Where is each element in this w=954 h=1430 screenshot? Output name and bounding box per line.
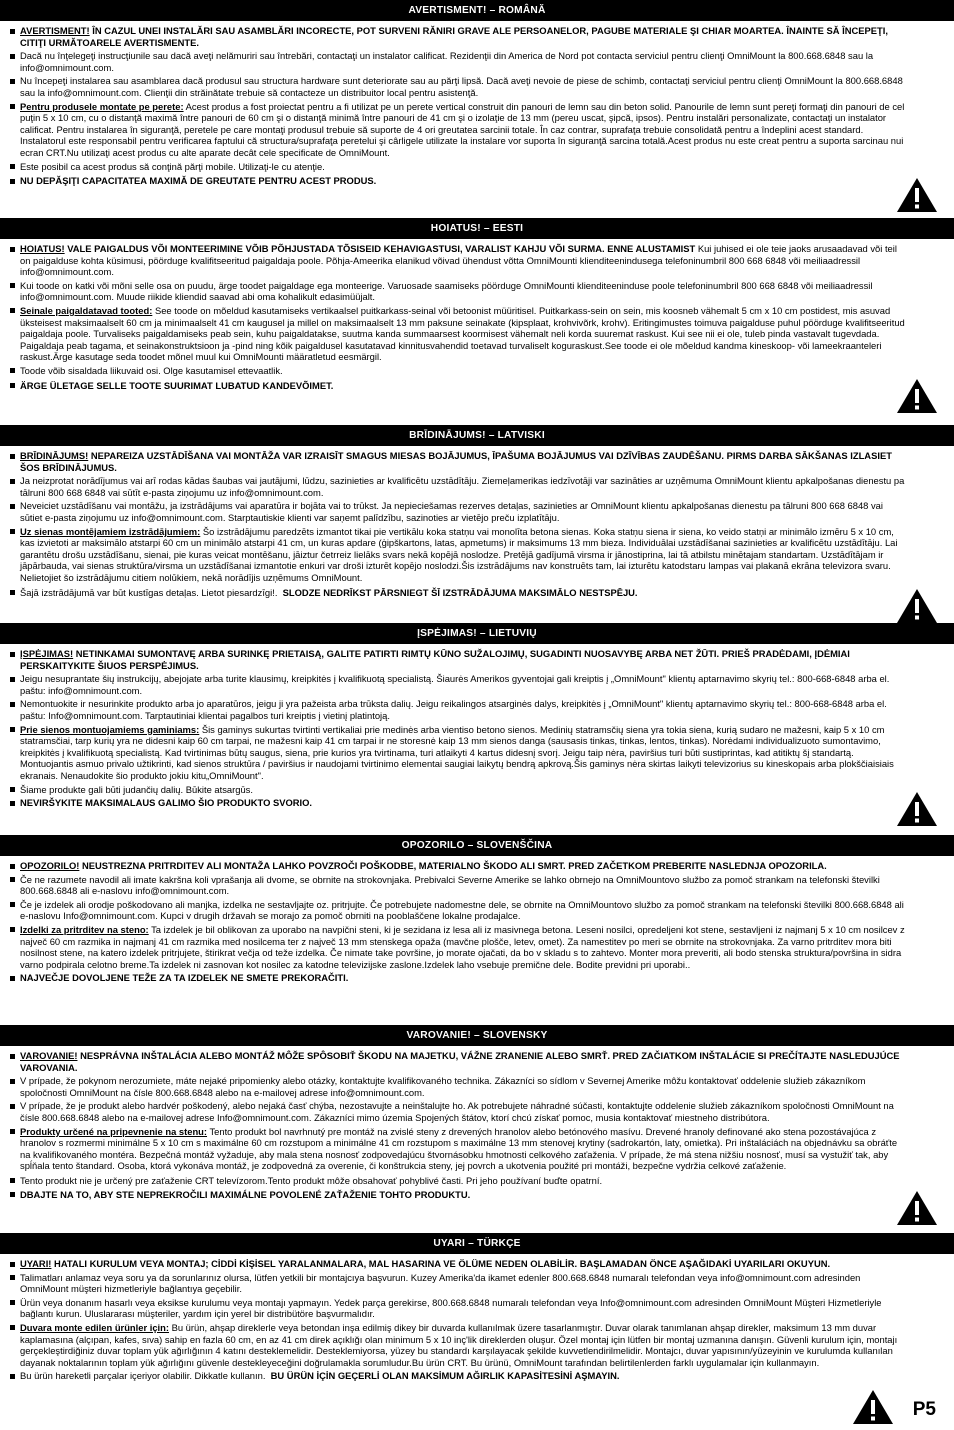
- list-item: Bu ürün hareketli parçalar içeriyor olabilir. Dikkatle kullanın. BU ÜRÜN İÇİN GEÇERLİ OLAN MAKSİMUM AĞIRLIK KAPASİTESİNİ AŞMAYIN.: [10, 1370, 906, 1382]
- list-item: Toode võib sisaldada liikuvaid osi. Olge kasutamisel ettevaatlik.: [10, 365, 906, 377]
- section-romanian: [0, 0, 954, 189]
- section-turkish: [0, 1233, 954, 1384]
- section-header: OPOZORILO – SLOVENŠČINA: [0, 835, 954, 856]
- list-item: Prie sienos montuojamiems gaminiams: Šis gaminys sukurtas tvirtinti vertikaliai prie medinės arba vientiso betono sienos. Medinių statramsčių siena yra tokia siena, kurią sudaro ne mažesni, kaip 5 x 10 cm statramsčiai, tarp kurių yra ne didesni kaip 60 cm tarpai, ne mažesni kaip 41 cm tarpai ir ne storesnė kaip 13 mm sienos danga (sausasis tinkas, tinkas, lentos, tinkas). Norėdami individualizuoto sumontavimo, kreipkitės į kvalifikuotą specialistą. Kad tvirtinimas būtų saugus, siena, prie kurios yra tvirtinama, turi atlaikyti 4 kartus didesnį svorį. Jeigu taip nėra, paviršius turi būti sustiprintas, kad atitiktų šį standartą. Montuojantis asmuo privalo užtikrinti, kad sienos struktūra / paviršius ir naudojami tvirtinimo elementai saugiai laikytų bendrą apkrovą.Šis gaminys nėra skirtas laikyti televizorius su kineskopais arba plokščiaisiais ekranais. Nenaudokite šio produkto jokiu kitu„OmniMount".: [10, 724, 906, 782]
- list-item: Dacă nu înţelegeţi instrucţiunile sau dacă aveţi nelămuriri sau întrebări, contactaţi un instalator calificat. Rezidenţii din America de Nord pot contacta serviciul pentru clienţi OmniMount la 800.668.6848 sau la info@omnimount.com.: [10, 50, 906, 73]
- list-item: Jeigu nesuprantate šių instrukcijų, abejojate arba turite klausimų, kreipkitės į kvalifikuotą specialistą. Šiaurės Amerikos gyventojai gali kreiptis į „OmniMount" klientų aptarnavimo skyrių tel.: 800-668-6848 arba el. paštu: info@omnimount.com.: [10, 673, 906, 696]
- section-slovak: [0, 1025, 954, 1202]
- list-item: AVERTISMENT! ÎN CAZUL UNEI INSTALĂRI SAU ASAMBLĂRI INCORECTE, POT SURVENI RĂNIRI GRAVE ALE PERSOANELOR, PAGUBE MATERIALE ŞI CHIAR MOARTEA. ÎNAINTE SĂ ÎNCEPEŢI, CITIŢI URMĂTOARELE AVERTISMENTE.: [10, 25, 906, 48]
- list-item: Nu începeţi instalarea sau asamblarea dacă produsul sau structura hardware sunt deteriorate sau au părţi lipsă. Dacă aveţi nevoie de piese de schimb, contactaţi serviciul pentru clienţi OmniMount la 800.668.6848 sau la info@omnimount.com. Clienţii din străinătate trebuie să contacteze un distribuitor local pentru asistenţă.: [10, 75, 906, 98]
- warning-triangle-icon: [896, 1190, 938, 1226]
- list-item: OPOZORILO! NEUSTREZNA PRITRDITEV ALI MONTAŽA LAHKO POVZROČI POŠKODBE, MATERIALNO ŠKODO ALI SMRT. PRED ZAČETKOM PREBERITE NASLEDNJA OPOZORILA.: [10, 860, 906, 872]
- list-item: DBAJTE NA TO, ABY STE NEPREKROČILI MAXIMÁLNE POVOLENÉ ZAŤAŽENIE TOHTO PRODUKTU.: [10, 1189, 906, 1201]
- section-header: VAROVANIE! – SLOVENSKY: [0, 1025, 954, 1046]
- list-item: Este posibil ca acest produs să conţină părţi mobile. Utilizaţi-le cu atenţie.: [10, 161, 906, 173]
- section-header: UYARI – TÜRKÇE: [0, 1233, 954, 1254]
- section-latvian: [0, 425, 954, 600]
- section-header: AVERTISMENT! – ROMÂNĂ: [0, 0, 954, 21]
- list-item: NU DEPĂŞIŢI CAPACITATEA MAXIMĂ DE GREUTATE PENTRU ACEST PRODUS.: [10, 175, 906, 187]
- warning-triangle-icon: [896, 177, 938, 213]
- list-item: Nemontuokite ir nesurinkite produkto arba jo aparatūros, jeigu ji yra pažeista arba trūksta dalių. Jeigu reikalingos atsarginės dalys, kreipkitės į „OmniMount" klientų aptarnavimo skyrių tel.: 800-668-6848 arba el. paštu: Info@omnimount.com. Tarptautiniai klientai pagalbos turi kreiptis į vietinį platintoją.: [10, 698, 906, 721]
- list-item: Šiame produkte gali būti judančių dalių. Būkite atsargūs.: [10, 784, 906, 796]
- list-item: NAJVEČJE DOVOLJENE TEŽE ZA TA IZDELEK NE SMETE PREKORAČITI.: [10, 972, 906, 984]
- list-item: Ja neizprotat norādījumus vai arī rodas kādas šaubas vai jautājumi, lūdzu, sazinieties ar kvalificētu uzstādītāju. Ziemeļamerikas iedzīvotāji var sazināties ar uzņēmuma OmniMount klientu apkalpošanas dienestu pa tālruni 800 668 6848 vai sūtīt e-pasta ziņojumu uz info@omnimount.com.: [10, 475, 906, 498]
- section-header: ĮSPĖJIMAS! – LIETUVIŲ: [0, 623, 954, 644]
- list-item: Neveiciet uzstādīšanu vai montāžu, ja izstrādājums vai aparatūra ir bojāta vai to trūkst. Ja nepieciešamas rezerves detaļas, sazinieties ar OmniMount klientu apkalpošanas dienestu pa tālruni 800 668 6848 vai sūtiet e-pasta ziņojumu uz info@omnimount.com. Starptautiskie klienti var saņemt palīdzību, sazinoties ar vietējo preču izplatītāju.: [10, 500, 906, 523]
- list-item: BRĪDINĀJUMS! NEPAREIZA UZSTĀDĪŠANA VAI MONTĀŽA VAR IZRAISĪT SMAGUS MIESAS BOJĀJUMUS, ĪPAŠUMA BOJĀJUMUS VAI DZĪVĪBAS ZAUDĒŠANU. PIRMS DARBA SĀKŠANAS IZLASIET ŠOS BRĪDINĀJUMUS.: [10, 450, 906, 473]
- list-item: UYARI! HATALI KURULUM VEYA MONTAJ; CİDDİ KİŞİSEL YARALANMALARA, MAL HASARINA VE ÖLÜME NEDEN OLABİLİR. BAŞLAMADAN ÖNCE AŞAĞIDAKİ UYARILARI OKUYUN.: [10, 1258, 906, 1270]
- section-estonian: [0, 218, 954, 393]
- list-item: Če je izdelek ali orodje poškodovano ali manjka, izdelka ne sestavljajte oz. pritrjujte. Če potrebujete nadomestne dele, se obrnite na OmniMountovo službo za pomoč strankam na telefonski številki 800.668.6848 ali e-naslovu Info@omnimount.com. Kupci v drugih državah se morajo za pomoč obrniti na pooblaščene lokalne prodajalce.: [10, 899, 906, 922]
- page-number: P5: [912, 1399, 936, 1420]
- section-header: BRĪDINĀJUMS! – LATVISKI: [0, 425, 954, 446]
- list-item: Talimatları anlamaz veya soru ya da sorunlarınız olursa, lütfen yetkili bir montajcıya başvurun. Kuzey Amerika'da ikamet edenler 800.668.6848 numaralı telefondan veya info@omnimount.com adresinden OmniMount müşteri hizmetleriyle bağlantıya geçebilir.: [10, 1272, 906, 1295]
- list-item: V prípade, že pokynom nerozumiete, máte nejaké pripomienky alebo otázky, kontaktujte kvalifikovaného technika. Zákazníci so sídlom v Severnej Amerike môžu kontaktovať oddelenie služieb zákazníkom spoločnosti OmniMount na čísle 800.668.6848 alebo na e-mailovej adrese info@omnimount.com.: [10, 1075, 906, 1098]
- list-item: Kui toode on katki või mõni selle osa on puudu, ärge toodet paigaldage ega monteerige. Varuosade saamiseks pöörduge OmniMounti klienditeeninduse poole telefoninumbril 800 668 6848 või meiliaadressil info@omnimount.com. Muude riikide kliendid saavad abi oma kohalikult edasimüüjalt.: [10, 280, 906, 303]
- warning-triangle-icon: [896, 378, 938, 414]
- list-item: ĮSPĖJIMAS! NETINKAMAI SUMONTAVĘ ARBA SURINKĘ PRIETAISĄ, GALITE PATIRTI RIMTŲ KŪNO SUŽALOJIMŲ, SUGADINTI NUOSAVYBĘ ARBA NET ŽŪTI. PRIEŠ PRADĖDAMI, ĮDĖMIAI PERSKAITYKITE ŠIUOS PERSPĖJIMUS.: [10, 648, 906, 671]
- list-item: ÄRGE ÜLETAGE SELLE TOOTE SUURIMAT LUBATUD KANDEVÕIMET.: [10, 380, 906, 392]
- list-item: Ürün veya donanım hasarlı veya eksikse kurulumu veya montajı yapmayın. Yedek parça gerekirse, 800.668.6848 numaralı telefondan veya Info@omnimount.com adresinden OmniMount Müşteri Hizmetleriyle bağlantı kurun. Uluslararası müşteriler, yardım için yerel bir distribütöre başvurmalıdır.: [10, 1297, 906, 1320]
- section-lithuanian: [0, 623, 954, 811]
- list-item: Duvara monte edilen ürünler için: Bu ürün, ahşap direklerle veya betondan inşa edilmiş dikey bir duvarda kullanılmak üzere tasarlanmıştır. Duvar olarak tanımlanan ahşap direkler, maksimum 13 mm duvar kaplamasına (alçıpan, kafes, sıva) sahip en fazla 60 cm, en az 41 cm direk açıklığı olan minimum 5 x 10 inç'lik direklerden oluşur. Özel montaj için lütfen bir montaj uzmanına danışın. Güvenli kurulum için, montajı gerçekleştirdiğiniz duvar toplam yük ağırlığının 4 katını desteklemelidir. Desteklemiyorsa, yüzey bu standardı karşılayacak şekilde kuvvetlendirilmelidir. Montajcı, duvar yapısının/yüzeyinin ve kurulumda kullanılan dayanak noktalarının toplam yük ağırlığını güvenle destekleyeceğini doğrulamakla sorumludur.Bu ürün CRT. Bu ürünü, OmniMount tarafından belirtilenlerden farklı uygulamalar için kullanmayın.: [10, 1322, 906, 1368]
- list-item: VAROVANIE! NESPRÁVNA INŠTALÁCIA ALEBO MONTÁŽ MÔŽE SPÔSOBIŤ ŠKODU NA MAJETKU, VÁŽNE ZRANENIE ALEBO SMRŤ. PRED ZAČIATKOM INŠTALÁCIE SI PREČÍTAJTE NASLEDUJÚCE VAROVANIA.: [10, 1050, 906, 1073]
- list-item: HOIATUS! VALE PAIGALDUS VÕI MONTEERIMINE VÕIB PÕHJUSTADA TÕSISEID KEHAVIGASTUSI, VARALIST KAHJU VÕI SURMA. ENNE ALUSTAMIST Kui juhised ei ole teie jaoks arusaadavad või teil on paigalduse kohta küsimusi, pöörduge kvalifitseeritud paigaldaja poole. Põhja-Ameerika elanikud võivad ühendust võtta OmniMounti klienditeenindusega telefoninumbril 800 668 6848 või meiliaadressil info@omnimount.com.: [10, 243, 906, 278]
- list-item: Tento produkt nie je určený pre zaťaženie CRT televízorom.Tento produkt môže obsahovať pohyblivé časti. Pri jeho používaní buďte opatrní.: [10, 1175, 906, 1187]
- list-item: Seinale paigaldatavad tooted: See toode on mõeldud kasutamiseks vertikaalsel puitkarkass-seinal või betoonist müüritisel. Puitkarkass-sein on sein, mis koosneb vähemalt 5 cm x 10 cm postidest, mis asuvad üksteisest maksimaalselt 60 cm ja minimaalselt 41 cm kaugusel ja millel on maksimaalselt 13 mm paksune seinakate (kipsplaat, krohvivõrk, krohv). Eritingimustes toimuva paigalduse puhul pöörduge kvalifitseeritud paigaldaja poole. Turvaliseks paigaldamiseks peab sein, kuhu paigaldatakse, suutma kanda summaarsest koormisest vähemalt neli korda suuremat raskust. Kui see nii ei ole, tuleb pinda vastavalt tugevdada. Paigaldaja peab tagama, et seinakonstruktsioon ja -pind ning kõik paigaldusel kasutatavad kinnitusvahendid toetavad turvaliselt koguraskust.See toode ei ole mõeldud kandma kineskoop- või lameekraanteleri raskust.Ärge kasutage seda toodet mõnel muul kui OmniMounti määratletud eesmärgil.: [10, 305, 906, 363]
- warning-triangle-icon: [896, 588, 938, 624]
- list-item: Če ne razumete navodil ali imate kakršna koli vprašanja ali dvome, se obrnite na strokovnjaka. Prebivalci Severne Amerike se lahko obrnejo na OmniMountovo službo za pomoč strankam na telefonski številki 800.668.6848 ali e-naslovu info@omnimount.com.: [10, 874, 906, 897]
- warning-triangle-icon: [896, 791, 938, 827]
- list-item: NEVIRŠYKITE MAKSIMALAUS GALIMO ŠIO PRODUKTO SVORIO.: [10, 797, 906, 809]
- warning-triangle-icon: [852, 1389, 894, 1425]
- list-item: Izdelki za pritrditev na steno: Ta izdelek je bil oblikovan za uporabo na navpični steni, ki je sezidana iz lesa ali iz masivnega betona. Leseni nosilci, opredeljeni kot stene, sestavljeni iz najmanj 5 x 10 cm nosilcev z največ 60 cm razmika in najmanj 41 cm razmika med nosilcema ter z največ 13 mm stenskega opaža (mavčne plošče, letev, omet). Za namestitev po meri se obrnite na strokovnjaka. Za varno pritrditev mora biti nosilnost stene, na katero izdelek pritrjujete, štirikrat večja od teže izdelka. Če nimate take površine, jo morate ojačati, da bo v skladu s to zahtevo. Monter mora preveriti, ali bodo stenska struktura/površina in sidra varno podpirala celotno breme.Ta izdelek ni zasnovan kot nosilec za katodne televizijske zaslone.Izdelek laho vsebuje premične dele. Bodite previdni pri uporabi..: [10, 924, 906, 970]
- section-slovenian: [0, 835, 954, 986]
- list-item: Produkty určené na pripevnenie na stenu: Tento produkt bol navrhnutý pre montáž na zvislé steny z drevených hranolov alebo betónového masívu. Drevené hranoly definované ako stena pozostávajúca z hranolov s rozmermi minimálne 5 x 10 cm s maximálne 60 cm rozstupom a minimálne 41 cm rozstupom s maximálne 13 mm stenovej krytiny (sadrokartón, laty, omietka). Pri inštaláciách na objednávku sa obráťte na kvalifikovaného montéra. Bezpečná montáž vyžaduje, aby mala stena nosnosť zodpovedajúcu štvornásobku hmotnosti celkového zaťaženia. V prípade, že má stena nižšiu nosnosť, musí sa vystužiť tak, aby spĺňala tento štandard. Osoba, ktorá vykonáva montáž, je zodpovedná za overenie, či konštrukcia steny, jej povrch a ukotvenia použité pri montáži, bezpečne vydržia celkové zaťaženie.: [10, 1126, 906, 1172]
- list-item: Pentru produsele montate pe perete: Acest produs a fost proiectat pentru a fi utilizat pe un perete vertical construit din panouri de lemn sau din beton solid. Panourile de lemn sunt pereţi formaţi din panouri de cel puţin 5 x 10 cm, cu o distanţă maximă între panouri de 60 cm şi o distanţă minimă între panouri de 41 cm şi o izolaţie de 13 mm (pereu uscat, şipcă, ipsos). Pentru instalări personalizate, contactaţi un instalator calificat. Pentru instalarea în siguranţă, peretele pe care montaţi produsul trebuie să suporte de 4 ori greutatea sarcinii totale. În caz contrar, suprafaţa trebuie consolidată pentru a îndeplini acest standard. Instalatorul este responsabil pentru verificarea faptului că structura/suprafaţa peretelui şi cârligele utilizate la instalare vor suporta în siguranţă sarcina totală.Acest produs nu este creat pentru a suporta sarcinau nui ecran CRT.Nu utilizaţi acest produs cu alte aparate decât cele specificate de OmniMount.: [10, 101, 906, 159]
- list-item: Uz sienas montējamiem izstrādājumiem: Šo izstrādājumu paredzēts izmantot tikai pie vertikālu koka statņu vai monolīta betona sienas. Koka statņu siena ir siena, ko veido statņi ar minimālo izmēru 5 x 10 cm, kas izvietoti ar maksimālo atstarpi 60 cm un minimālo atstarpi 41 cm, un kuras apdare (ģipškartons, latas, apmetums) ir maksimums 13 mm bieza. Individuālai uzstādīšanai sazinieties ar kvalificētu uzstādītāju. Lai garantētu drošu uzstādīšanu, sienai, pie kuras veicat montēšanu, jāiztur četrreiz lielāks svars nekā kopējā noslodze. Pretējā gadījumā virsma ir jānostiprina, lai tā atbilstu minētajam standartam. Uzstādītājam ir jāpārbauda, vai sienas struktūra/virsma un uzstādīšanai izmantotie enkuri var droši izturēt kopējo noslodzi.Šis izstrādājums nav konstruēts tam, lai izturētu katodstaru lampas vai plakanā ekrāna televizora svaru. Nelietojiet šo izstrādājumu citiem nolūkiem, nekā norādījis uzņēmums OmniMount.: [10, 526, 906, 584]
- list-item: V prípade, že je produkt alebo hardvér poškodený, alebo nejaká časť chýba, nezostavujte a neinštalujte ho. Ak potrebujete náhradné súčasti, kontaktujte oddelenie služieb zákazníkom spoločnosti OmniMount na čísle 800.668.6848 alebo na e-mailovej adrese Info@omnimount.com. Zákazníci mimo územia Spojených štátov, ktorí chcú získať pomoc, musia kontaktovať miestneho distribútora.: [10, 1100, 906, 1123]
- list-item: Šajā izstrādājumā var būt kustīgas detaļas. Lietot piesardzīgi!. SLODZE NEDRĪKST PĀRSNIEGT ŠĪ IZSTRĀDĀJUMA MAKSIMĀLO NESTSPĒJU.: [10, 587, 906, 599]
- section-header: HOIATUS! – EESTI: [0, 218, 954, 239]
